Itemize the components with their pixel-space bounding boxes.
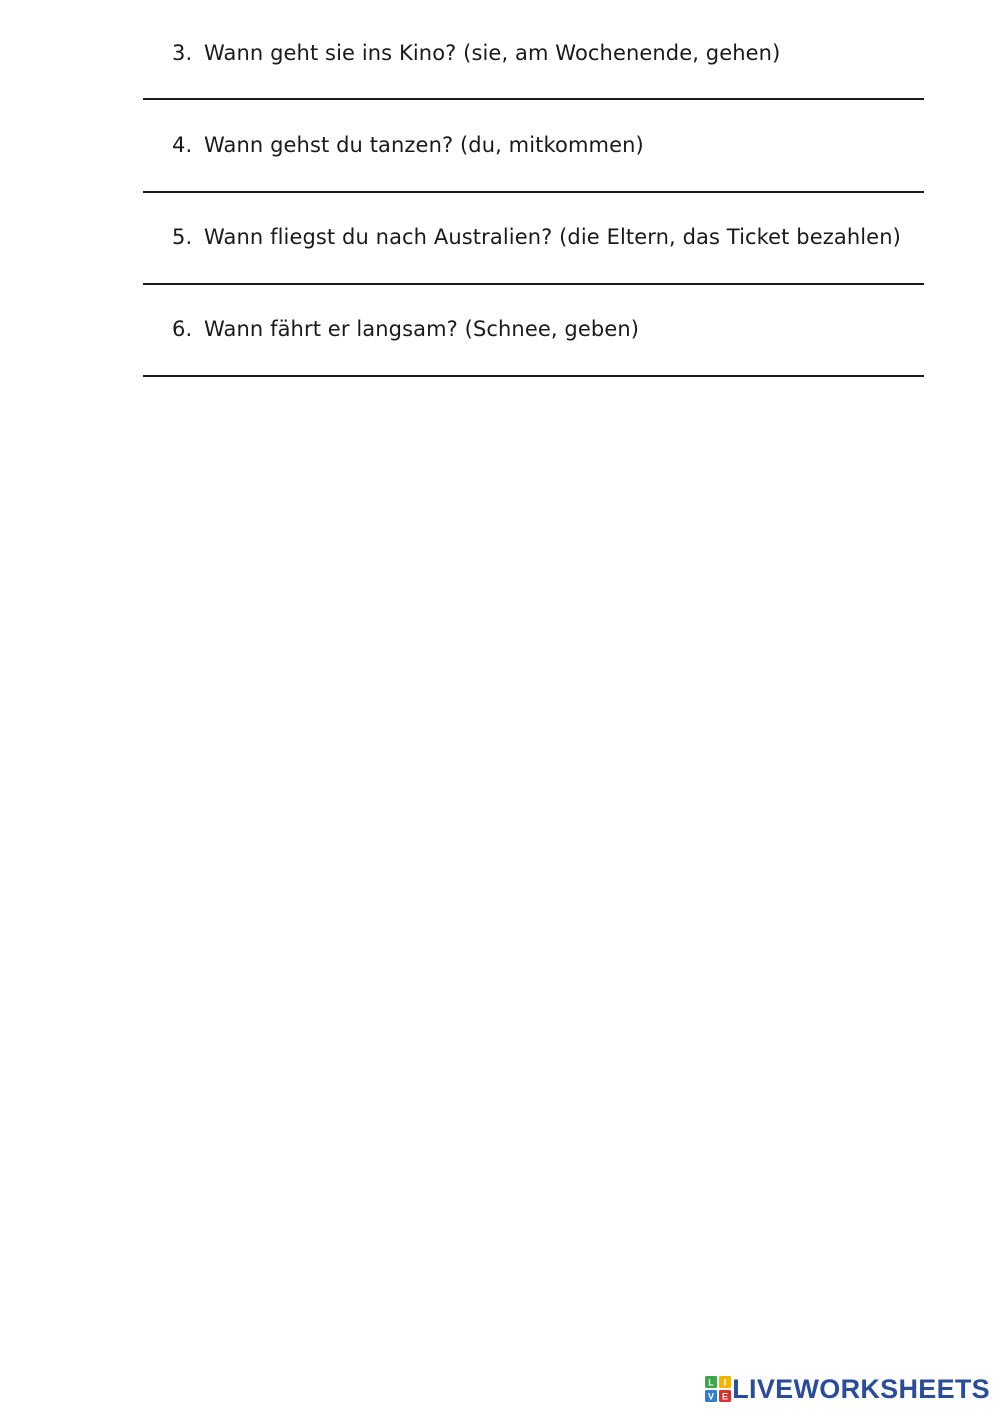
brand-name: LIVEWORKSHEETS [732, 1373, 990, 1404]
svg-text:I: I [724, 1377, 727, 1388]
question-text: Wann geht sie ins Kino? (sie, am Wochenende, gehen) [204, 41, 781, 65]
liveworksheets-logo-icon [705, 1376, 731, 1402]
question-text: Wann fährt er langsam? (Schnee, geben) [204, 317, 640, 341]
answer-line-3[interactable] [143, 98, 924, 100]
question-number: 4. [172, 133, 193, 157]
svg-text:L: L [708, 1377, 715, 1388]
answer-line-5[interactable] [143, 283, 924, 285]
question-6 [172, 315, 639, 343]
question-4 [172, 131, 644, 159]
question-number: 6. [172, 317, 193, 341]
question-3 [172, 39, 780, 67]
svg-text:E: E [722, 1391, 729, 1402]
liveworksheets-brand [705, 1369, 990, 1409]
question-number: 3. [172, 41, 193, 65]
question-text: Wann fliegst du nach Australien? (die Eltern, das Ticket bezahlen) [204, 225, 901, 249]
question-5 [172, 223, 901, 251]
answer-line-6[interactable] [143, 375, 924, 377]
question-text: Wann gehst du tanzen? (du, mitkommen) [204, 133, 644, 157]
svg-text:V: V [708, 1391, 715, 1402]
answer-line-4[interactable] [143, 191, 924, 193]
question-number: 5. [172, 225, 193, 249]
